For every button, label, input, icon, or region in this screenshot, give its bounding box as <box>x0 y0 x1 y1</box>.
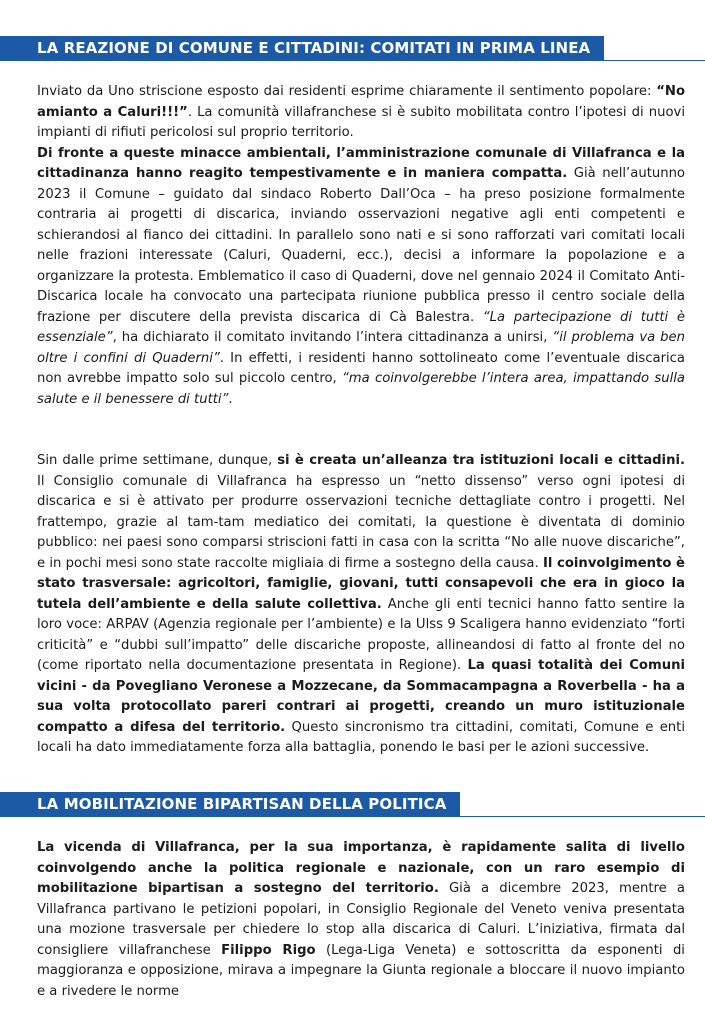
quote-span: “il problema va ben oltre i confini di Quaderni” <box>37 330 685 366</box>
section-title-reazione: LA REAZIONE DI COMUNE E CITTADINI: COMITATI IN PRIMA LINEA <box>0 36 604 61</box>
text-span-bold: si è creata un’alleanza tra istituzioni locali e cittadini. <box>277 453 685 468</box>
text-span: Questo sincronismo tra cittadini, comitati, Comune e enti locali ha dato immediatamente forza alla battaglia, ponendo le basi per le azioni successive. <box>37 719 686 755</box>
text-span: Il Consiglio comunale di Villafranca ha espresso un “netto dissenso” verso ogni ipotesi di discarica e si è attivato per produrre osservazioni tecniche dettagliate contro i progetti. Nel frattempo, grazie al tam-tam mediatico dei comitati, la questione è diventata di dominio pubblico: nei paesi sono comparsi striscioni fatti in casa con la scritta “No alle nuove discariche”, e in pochi mesi sono state raccolte migliaia di firme a sostegno della causa. <box>37 473 685 571</box>
text-span: Già a dicembre 2023, mentre a Villafranca partivano le petizioni popolari, in Consiglio Regionale del Veneto veniva presentata una mozione trasversale per chiedere lo stop alla discarica di Caluri. L’iniziativa, firmata dal consigliere villafranchese <box>37 881 685 958</box>
section-divider <box>0 60 705 61</box>
quote-span: “ma coinvolgerebbe l’intera area, impattando sulla salute e il benessere di tutti” <box>37 371 685 407</box>
text-span: Anche gli enti tecnici hanno fatto sentire la loro voce: ARPAV (Agenzia regionale per l’ambiente) e la Ulss 9 Scaligera hanno evidenziato “forti criticità” e “dubbi sull’impatto” delle discariche proposte, allineandosi di fatto al fronte del no (come riportato nella documentazione presentata in Regione). <box>37 596 685 673</box>
text-span: (Lega-Liga Veneta) e sottoscritta da esponenti di maggioranza e opposizione, mirava a impegnare la Giunta regionale a bloccare il nuovo impianto e a rivedere le norme <box>37 942 685 999</box>
text-span-bold: Di fronte a queste minacce ambientali, l’amministrazione comunale di Villafranca e la cittadinanza hanno reagito tempestivamente e in maniera compatta. <box>37 145 685 181</box>
quote-span: “La partecipazione di tutti è essenziale” <box>37 309 685 345</box>
text-span-bold: Il coinvolgimento è stato trasversale: agricoltori, famiglie, giovani, tutti consapevoli che era in gioco la tutela dell’ambiente e della salute collettiva. <box>37 555 685 612</box>
text-span: . <box>228 391 233 407</box>
paragraph-mobilitazione <box>37 838 685 1002</box>
paragraph-reazione <box>37 82 685 410</box>
section-divider <box>0 816 705 817</box>
text-span: . In effetti, i residenti hanno sottolineato come l’eventuale discarica non avrebbe impatto solo sul piccolo centro, <box>37 350 685 386</box>
text-span-bold: La quasi totalità dei Comuni vicini - da Povegliano Veronese a Mozzecane, da Sommacampagna a Roverbella - ha a sua volta protocollato pareri contrari ai progetti, creando un muro istituzionale compatto a difesa del territorio. <box>37 658 685 735</box>
section-title-mobilitazione: LA MOBILITAZIONE BIPARTISAN DELLA POLITICA <box>0 792 460 817</box>
text-span: Sin dalle prime settimane, dunque, <box>37 453 278 468</box>
paragraph-alleanza <box>37 451 685 759</box>
text-span-bold: La vicenda di Villafranca, per la sua importanza, è rapidamente salita di livello coinvolgendo anche la politica regionale e nazionale, con un raro esempio di mobilitazione bipartisan a sostegno del territorio. <box>37 840 685 896</box>
text-span-bold: Filippo Rigo <box>221 942 316 958</box>
text-span-bold: “No amianto a Caluri!!!” <box>37 84 685 120</box>
text-span: Inviato da Uno striscione esposto dai residenti esprime chiaramente il sentimento popolare: <box>37 84 657 99</box>
text-span: , ha dichiarato il comitato invitando l’intera cittadinanza a unirsi, <box>112 330 553 345</box>
text-span: . La comunità villafranchese si è subito mobilitata contro l’ipotesi di nuovi impianti di rifiuti pericolosi sul proprio territorio. <box>37 104 685 140</box>
text-span: Già nell’autunno 2023 il Comune – guidato dal sindaco Roberto Dall’Oca – ha preso posizione formalmente contraria ai progetti di discarica, inviando osservazioni negative agli enti competenti e schierandosi al fianco dei cittadini. In parallelo sono nati e si sono rafforzati vari comitati locali nelle frazioni interessate (Caluri, Quaderni, ecc.), decisi a informare la popolazione e a organizzare la protesta. Emblematico il caso di Quaderni, dove nel gennaio 2024 il Comitato Anti-Discarica locale ha convocato una partecipata riunione pubblica presso il centro sociale della frazione per discutere della prevista discarica di Cà Balestra. <box>37 166 686 325</box>
